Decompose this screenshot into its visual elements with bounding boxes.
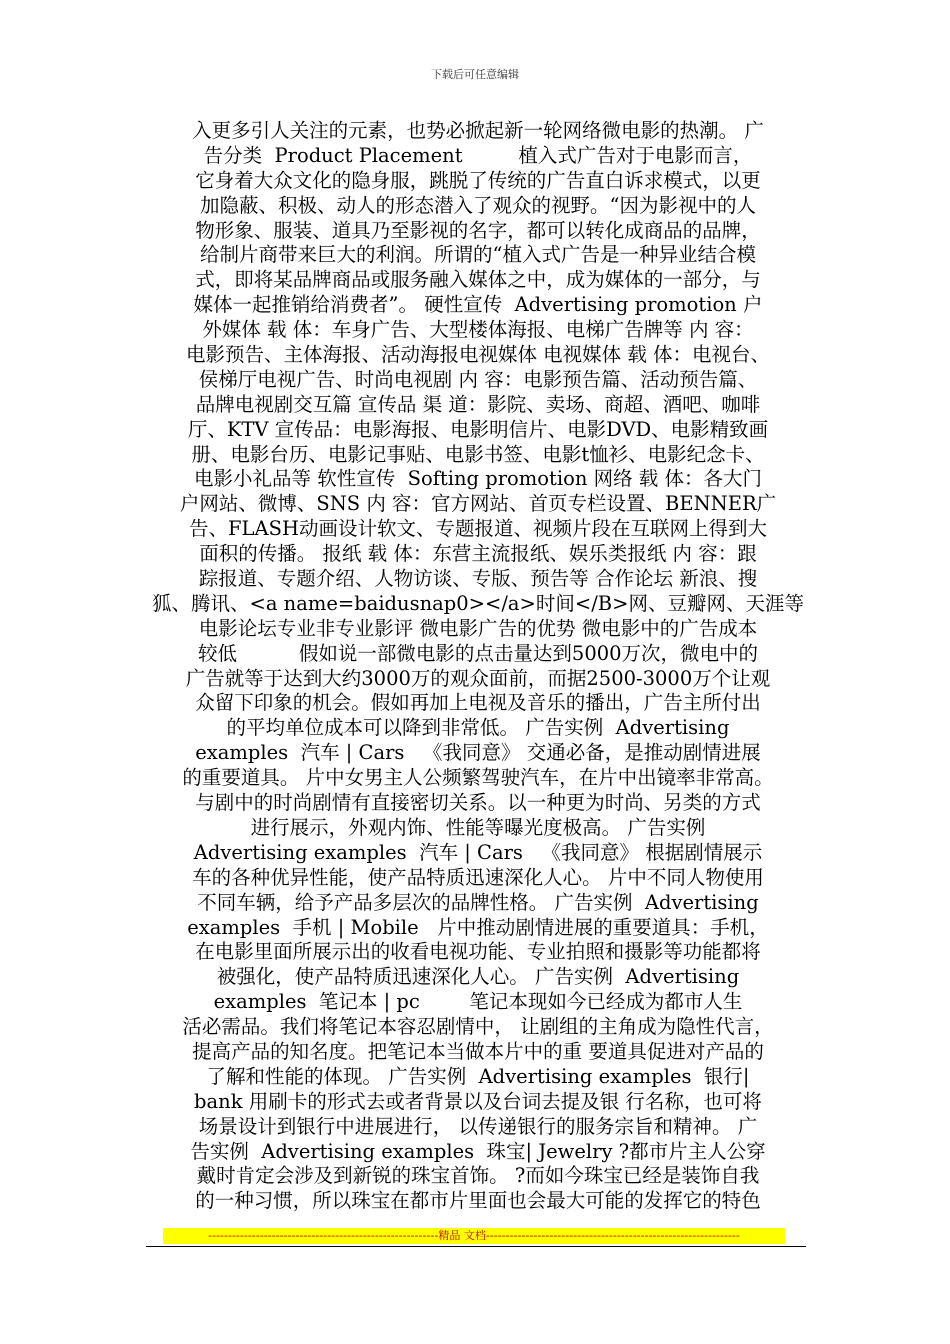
body-line: 它身着大众文化的隐身服，跳脱了传统的广告直白诉求模式，以更 [195, 168, 761, 192]
body-line: 给制片商带来巨大的利润。所谓的“植入式广告是一种异业结合模 [200, 243, 756, 267]
body-line: 被强化，使产品特质迅速深化人心。 广告实例 Advertising [216, 965, 740, 989]
body-line: 戴时肯定会涉及到新锐的珠宝首饰。 ?而如今珠宝已经是装饰自我 [196, 1164, 760, 1188]
body-line: 车的各种优异性能，使产品特质迅速深化人心。 片中不同人物使用 [192, 865, 764, 889]
body-line: Advertising examples 汽车 | Cars 《我同意》 根据剧情展示 [193, 840, 763, 864]
body-line: 众留下印象的机会。假如再加上电视及音乐的播出，广告主所付出 [195, 691, 761, 715]
header-note: 下载后可任意编辑 [431, 68, 519, 81]
body-line: 户网站、微博、SNS 内 容：官方网站、首页专栏设置、BENNER广 [179, 492, 777, 516]
body-line: 媒体一起推销给消费者”。 硬性宣传 Advertising promotion 户 [193, 293, 763, 317]
body-line: bank 用刷卡的形式去或者背景以及台词去提及银 行名称，也可将 [194, 1089, 762, 1113]
body-line: 告分类 Product Placement 植入式广告对于电影而言， [203, 143, 753, 167]
body-line: 不同车辆，给予产品多层次的品牌性格。 广告实例 Advertising [197, 890, 759, 914]
body-line: 与剧中的时尚剧情有直接密切关系。以一种更为时尚、另类的方式 [195, 791, 761, 815]
footer-band: ----------------------------------------------------------精品 文档---------------------------------------------------------------- [163, 1228, 785, 1244]
body-line: 册、电影台历、电影记事贴、电影书签、电影t恤衫、电影纪念卡、 [191, 442, 765, 466]
body-line: 物形象、服装、道具乃至影视的名字，都可以转化成商品的品牌， [195, 218, 761, 242]
body-line: examples 汽车 | Cars 《我同意》 交通必备，是推动剧情进展 [195, 741, 761, 765]
body-line: 面积的传播。 报纸 载 体：东营主流报纸、娱乐类报纸 内 容：跟 [199, 542, 757, 566]
body-line: 告实例 Advertising examples 珠宝| Jewelry ?都市片主人公穿 [190, 1139, 766, 1163]
body-line: examples 笔记本 | pc 笔记本现如今已经成为都市人生 [213, 990, 743, 1014]
body-text [147, 119, 809, 1214]
body-line: 告、FLASH动画设计软文、专题报道、视频片段在互联网上得到大 [189, 517, 767, 541]
body-line: 加隐蔽、积极、动人的形态潜入了观众的视野。“因为影视中的人 [200, 193, 756, 217]
body-line: 电影预告、主体海报、活动海报电视媒体 电视媒体 载 体：电视台、 [185, 343, 771, 367]
body-line: 电影小礼品等 软性宣传 Softing promotion 网络 载 体：各大门 [194, 467, 762, 491]
body-line: 狐、腾讯、<a name=baidusnap0></a>时间</B>网、豆瓣网、天涯等 [152, 591, 804, 615]
body-line: 侯梯厅电视广告、时尚电视剧 内 容：电影预告篇、活动预告篇、 [198, 367, 758, 391]
body-line: 品牌电视剧交互篇 宣传品 渠 道：影院、卖场、商超、酒吧、咖啡 [195, 392, 761, 416]
body-line: 踪报道、专题介绍、人物访谈、专版、预告等 合作论坛 新浪、搜 [198, 567, 758, 591]
body-line: 在电影里面所展示出的收看电视功能、专业拍照和摄影等功能都将 [195, 940, 761, 964]
body-line: 外媒体 载 体：车身广告、大型楼体海报、电梯广告牌等 内 容： [202, 318, 754, 342]
body-line: 了解和性能的体现。 广告实例 Advertising examples 银行| [206, 1064, 750, 1088]
body-line: 厅、KTV 宣传品：电影海报、电影明信片、电影DVD、电影精致画 [187, 417, 769, 441]
body-line: 入更多引人关注的元素，也势必掀起新一轮网络微电影的热潮。 广 [192, 119, 764, 142]
footer-rule [146, 1246, 806, 1247]
body-line: 广告就等于达到大约3000万的观众面前，而据2500-3000万个让观 [185, 666, 771, 690]
body-line: 活必需品。我们将笔记本容忍剧情中， 让剧组的主角成为隐性代言， [182, 1015, 774, 1039]
body-line: 提高产品的知名度。把笔记本当做本片中的重 要道具促进对产品的 [192, 1039, 764, 1063]
body-line: 较低 假如说一部微电影的点击量达到5000万次，微电中的 [197, 641, 759, 665]
body-line: examples 手机 | Mobile 片中推动剧情进展的重要道具：手机， [187, 915, 769, 939]
body-line: 电影论坛专业非专业影评 微电影广告的优势 微电影中的广告成本 [198, 616, 758, 640]
body-line: 的重要道具。 片中女男主人公频繁驾驶汽车，在片中出镜率非常高。 [182, 766, 774, 790]
body-line: 式，即将某品牌商品或服务融入媒体之中，成为媒体的一部分，与 [195, 268, 761, 292]
body-line: 的平均单位成本可以降到非常低。 广告实例 Advertising [226, 716, 730, 740]
body-line: 的一种习惯，所以珠宝在都市片里面也会最大可能的发挥它的特色 [195, 1189, 761, 1213]
body-line: 进行展示，外观内饰、性能等曝光度极高。 广告实例 [250, 815, 706, 839]
body-line: 场景设计到银行中进展进行， 以传递银行的服务宗旨和精神。 广 [198, 1114, 758, 1138]
